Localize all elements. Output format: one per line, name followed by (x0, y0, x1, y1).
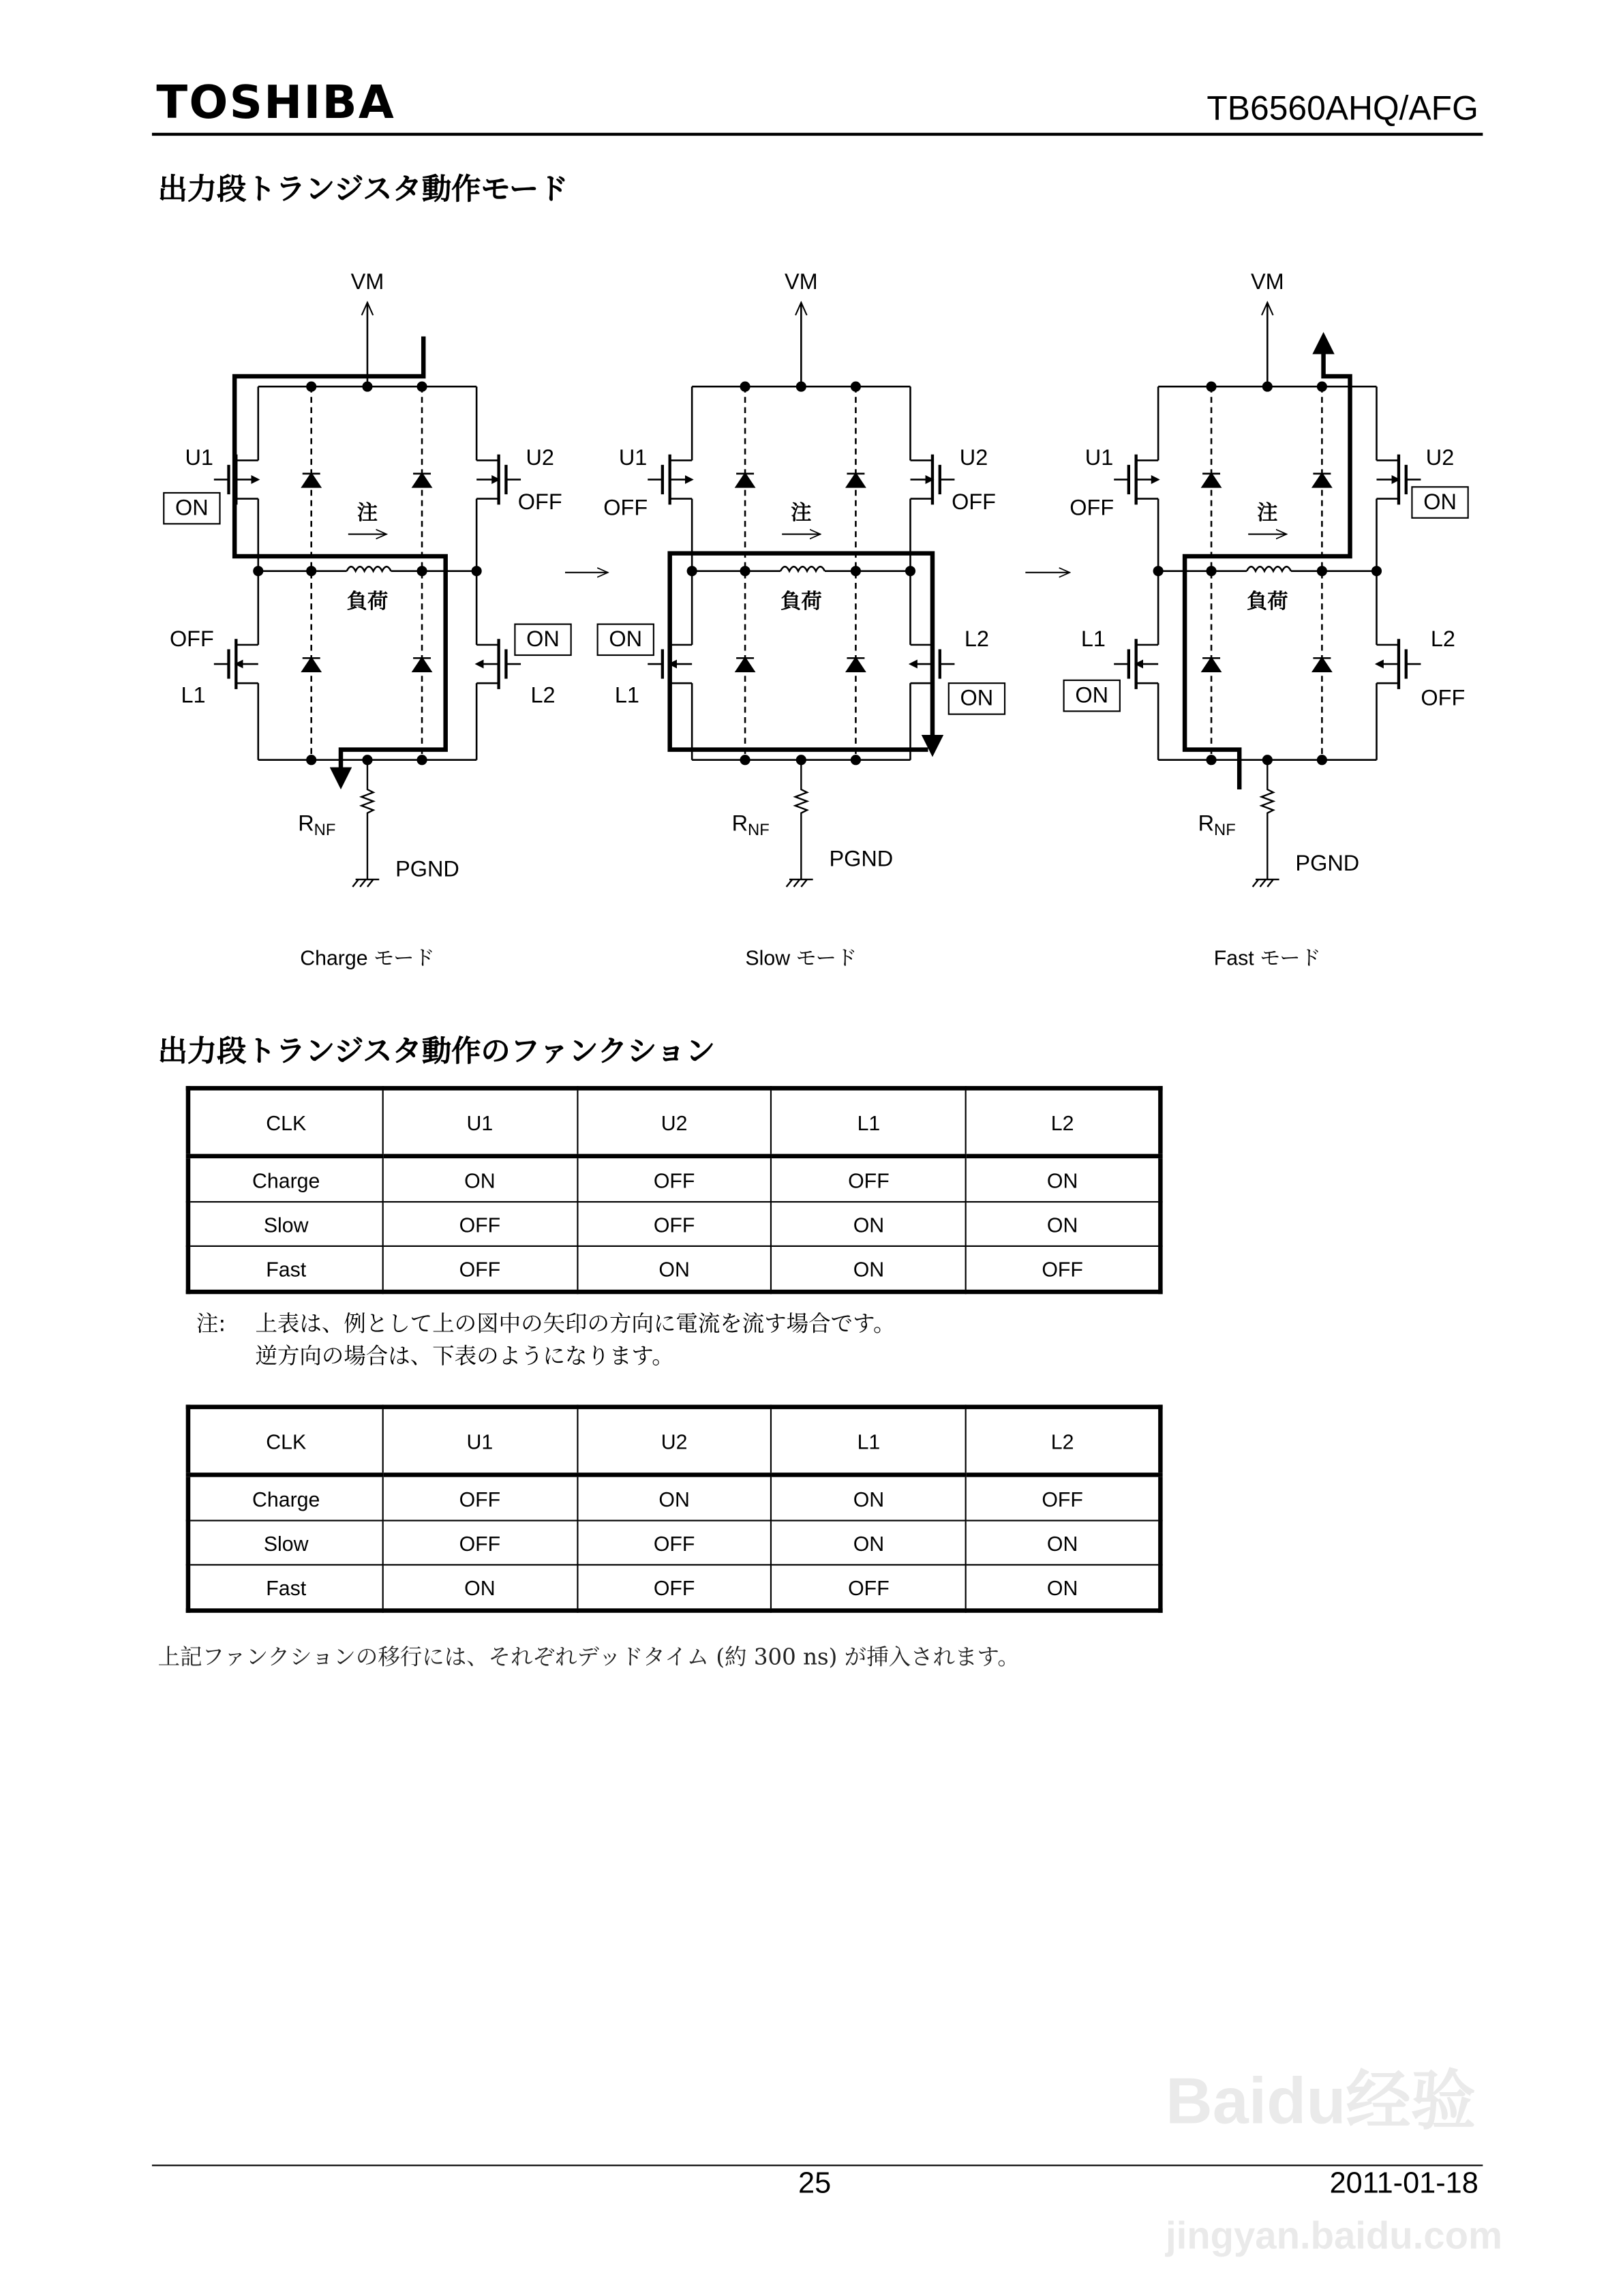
junction-dot (1317, 382, 1327, 392)
rnf-subscript: NF (314, 821, 336, 840)
state-cell: OFF (966, 1246, 1160, 1292)
u2-label: U2 (1425, 444, 1455, 470)
inductor-load-icon (780, 567, 825, 571)
mode-caption: Slow モード (745, 947, 858, 970)
diode-icon (303, 474, 320, 487)
table-row (188, 1202, 1160, 1246)
state-cell: OFF (577, 1202, 772, 1246)
junction-dot (306, 755, 316, 765)
watermark-url: jingyan.baidu.com (1165, 2213, 1503, 2258)
column-header: U2 (577, 1088, 772, 1156)
u2-state: ON (1423, 489, 1457, 514)
column-header: U1 (382, 1407, 577, 1475)
state-cell: OFF (966, 1475, 1160, 1520)
l2-state: ON (526, 626, 560, 652)
state-cell: ON (966, 1521, 1160, 1565)
vm-label: VM (350, 269, 384, 294)
diode-icon (736, 474, 754, 487)
junction-dot (416, 382, 427, 392)
rnf-label (1198, 811, 1236, 839)
state-cell: ON (772, 1475, 966, 1520)
table-row (188, 1475, 1160, 1520)
state-cell: OFF (382, 1521, 577, 1565)
state-cell: ON (966, 1202, 1160, 1246)
footer-date: 2011-01-18 (1329, 2167, 1478, 2201)
load-label: 負荷 (1247, 590, 1288, 613)
junction-dot (1317, 566, 1327, 576)
transistor-u1 (1114, 455, 1158, 505)
function-table (186, 1086, 1163, 1294)
rnf-label (298, 811, 335, 839)
diode-icon (847, 658, 864, 671)
state-cell: ON (577, 1475, 772, 1520)
state-cell: OFF (772, 1565, 966, 1610)
diode-icon (1313, 658, 1331, 671)
current-path (234, 337, 446, 785)
junction-dot (905, 566, 915, 576)
pgnd-label: PGND (1295, 851, 1360, 876)
table-row (188, 1246, 1160, 1292)
diode-icon (736, 658, 754, 671)
reverse-function-table (186, 1405, 1163, 1613)
u1-label: U1 (1084, 444, 1114, 470)
diode-icon (303, 658, 320, 671)
diode-icon (1313, 474, 1331, 487)
toshiba-logo: TOSHIBA (156, 76, 395, 130)
column-header: L2 (966, 1088, 1160, 1156)
hbridge-diagram-fast (1064, 269, 1468, 969)
table-row (188, 1565, 1160, 1610)
junction-dot (253, 566, 263, 576)
inductor-load-icon (1247, 567, 1291, 571)
junction-dot (306, 382, 316, 392)
footer-divider (152, 2164, 1483, 2166)
rnf-resistor-ground-icon (1253, 760, 1279, 887)
note-mark: 注: (196, 1310, 226, 1338)
junction-dot (472, 566, 482, 576)
junction-dot (306, 566, 316, 576)
u2-label: U2 (526, 444, 554, 470)
mode-cell: Charge (188, 1475, 382, 1520)
junction-dot (1317, 755, 1327, 765)
diode-icon (413, 658, 431, 671)
l2-label: L2 (1430, 626, 1455, 652)
state-cell: ON (382, 1156, 577, 1202)
document-id: TB6560AHQ/AFG (1207, 88, 1478, 127)
column-header: L2 (966, 1407, 1160, 1475)
junction-dot (851, 566, 861, 576)
transistor-l2 (1376, 639, 1421, 689)
mode-cell: Slow (188, 1521, 382, 1565)
state-cell: OFF (577, 1565, 772, 1610)
rnf-main: R (298, 811, 314, 836)
u1-state: OFF (603, 495, 648, 520)
pgnd-label: PGND (395, 856, 459, 881)
rnf-main: R (731, 811, 748, 836)
current-path (1185, 337, 1350, 790)
load-label: 負荷 (780, 590, 822, 613)
state-cell: ON (382, 1565, 577, 1610)
mode-cell: Charge (188, 1156, 382, 1202)
load-label: 負荷 (346, 590, 389, 613)
note-mark-label: 注 (357, 501, 378, 524)
state-cell: OFF (577, 1521, 772, 1565)
junction-dot (1206, 566, 1216, 576)
junction-dot (851, 382, 861, 392)
state-cell: OFF (772, 1156, 966, 1202)
note-mark-label: 注 (791, 501, 812, 524)
junction-dot (1206, 382, 1216, 392)
l2-label: L2 (530, 682, 556, 708)
l1-label: L1 (1080, 626, 1106, 652)
junction-dot (1371, 566, 1382, 576)
note-line-2: 逆方向の場合は、下表のようになります。 (255, 1342, 674, 1370)
section-title-function: 出力段トランジスタ動作のファンクション (157, 1033, 716, 1069)
state-cell: OFF (382, 1475, 577, 1520)
u1-label: U1 (185, 444, 213, 470)
l2-state: ON (960, 685, 994, 710)
state-cell: ON (966, 1156, 1160, 1202)
column-header: U1 (382, 1088, 577, 1156)
junction-dot (416, 566, 427, 576)
deadtime-note: 上記ファンクションの移行には、それぞれデッドタイム (約 300 ns) が挿入されます。 (157, 1644, 1020, 1671)
pgnd-label: PGND (829, 846, 894, 871)
note-mark-label: 注 (1257, 501, 1278, 524)
transistor-u2 (910, 455, 954, 505)
l1-state: ON (609, 626, 643, 652)
hbridge-diagram-slow (598, 269, 1005, 969)
section-title-modes: 出力段トランジスタ動作モード (157, 171, 568, 207)
u2-label: U2 (959, 444, 988, 470)
state-cell: ON (966, 1565, 1160, 1610)
table-row (188, 1156, 1160, 1202)
current-path (670, 554, 932, 753)
column-header: L1 (772, 1407, 966, 1475)
junction-dot (1206, 755, 1216, 765)
vm-label: VM (1250, 269, 1284, 294)
junction-dot (416, 755, 427, 765)
diode-icon (1202, 658, 1220, 671)
junction-dot (740, 755, 750, 765)
state-cell: ON (772, 1246, 966, 1292)
note-line-1: 上表は、例として上の図中の矢印の方向に電流を流す場合です。 (255, 1310, 896, 1338)
u2-state: OFF (952, 489, 997, 514)
mode-caption: Charge モード (300, 947, 435, 970)
transistor-l1 (214, 639, 258, 689)
rnf-subscript: NF (748, 821, 770, 840)
vm-label: VM (784, 269, 818, 294)
mode-cell: Fast (188, 1565, 382, 1610)
rnf-label (732, 811, 770, 839)
mode-cell: Slow (188, 1202, 382, 1246)
column-header: CLK (188, 1088, 382, 1156)
hbridge-diagrams (0, 0, 1623, 1003)
hbridge-diagram-charge (164, 269, 571, 969)
junction-dot (1153, 566, 1164, 576)
l2-label: L2 (964, 626, 989, 652)
l1-state: OFF (169, 626, 214, 652)
junction-dot (740, 382, 750, 392)
state-cell: ON (577, 1246, 772, 1292)
diode-icon (847, 474, 864, 487)
l2-state: OFF (1421, 685, 1466, 710)
rnf-subscript: NF (1214, 821, 1236, 840)
column-header: U2 (577, 1407, 772, 1475)
column-header: CLK (188, 1407, 382, 1475)
state-cell: OFF (382, 1246, 577, 1292)
page-number: 25 (798, 2167, 832, 2201)
rnf-resistor-ground-icon (352, 760, 379, 887)
table-row (188, 1521, 1160, 1565)
state-cell: OFF (577, 1156, 772, 1202)
transistor-u2 (1376, 455, 1421, 505)
state-cell: ON (772, 1202, 966, 1246)
l1-label: L1 (181, 682, 206, 708)
rnf-main: R (1198, 811, 1215, 836)
junction-dot (740, 566, 750, 576)
transistor-u1 (648, 455, 692, 505)
junction-dot (851, 755, 861, 765)
u1-state: ON (175, 495, 209, 520)
junction-dot (687, 566, 697, 576)
u1-label: U1 (618, 444, 648, 470)
mode-cell: Fast (188, 1246, 382, 1292)
diode-icon (1202, 474, 1220, 487)
rnf-resistor-ground-icon (787, 760, 813, 887)
l1-label: L1 (614, 682, 639, 708)
l1-state: ON (1075, 682, 1109, 708)
column-header: L1 (772, 1088, 966, 1156)
state-cell: OFF (382, 1202, 577, 1246)
header-row (188, 1088, 1160, 1156)
u1-state: OFF (1070, 495, 1114, 520)
mode-caption: Fast モード (1213, 947, 1321, 970)
header-row (188, 1407, 1160, 1475)
watermark-logo: Baidu经验 (1165, 2066, 1476, 2139)
state-cell: ON (772, 1521, 966, 1565)
inductor-load-icon (347, 567, 391, 571)
u2-state: OFF (517, 489, 562, 514)
diode-icon (413, 474, 431, 487)
transistor-u2 (476, 455, 521, 505)
